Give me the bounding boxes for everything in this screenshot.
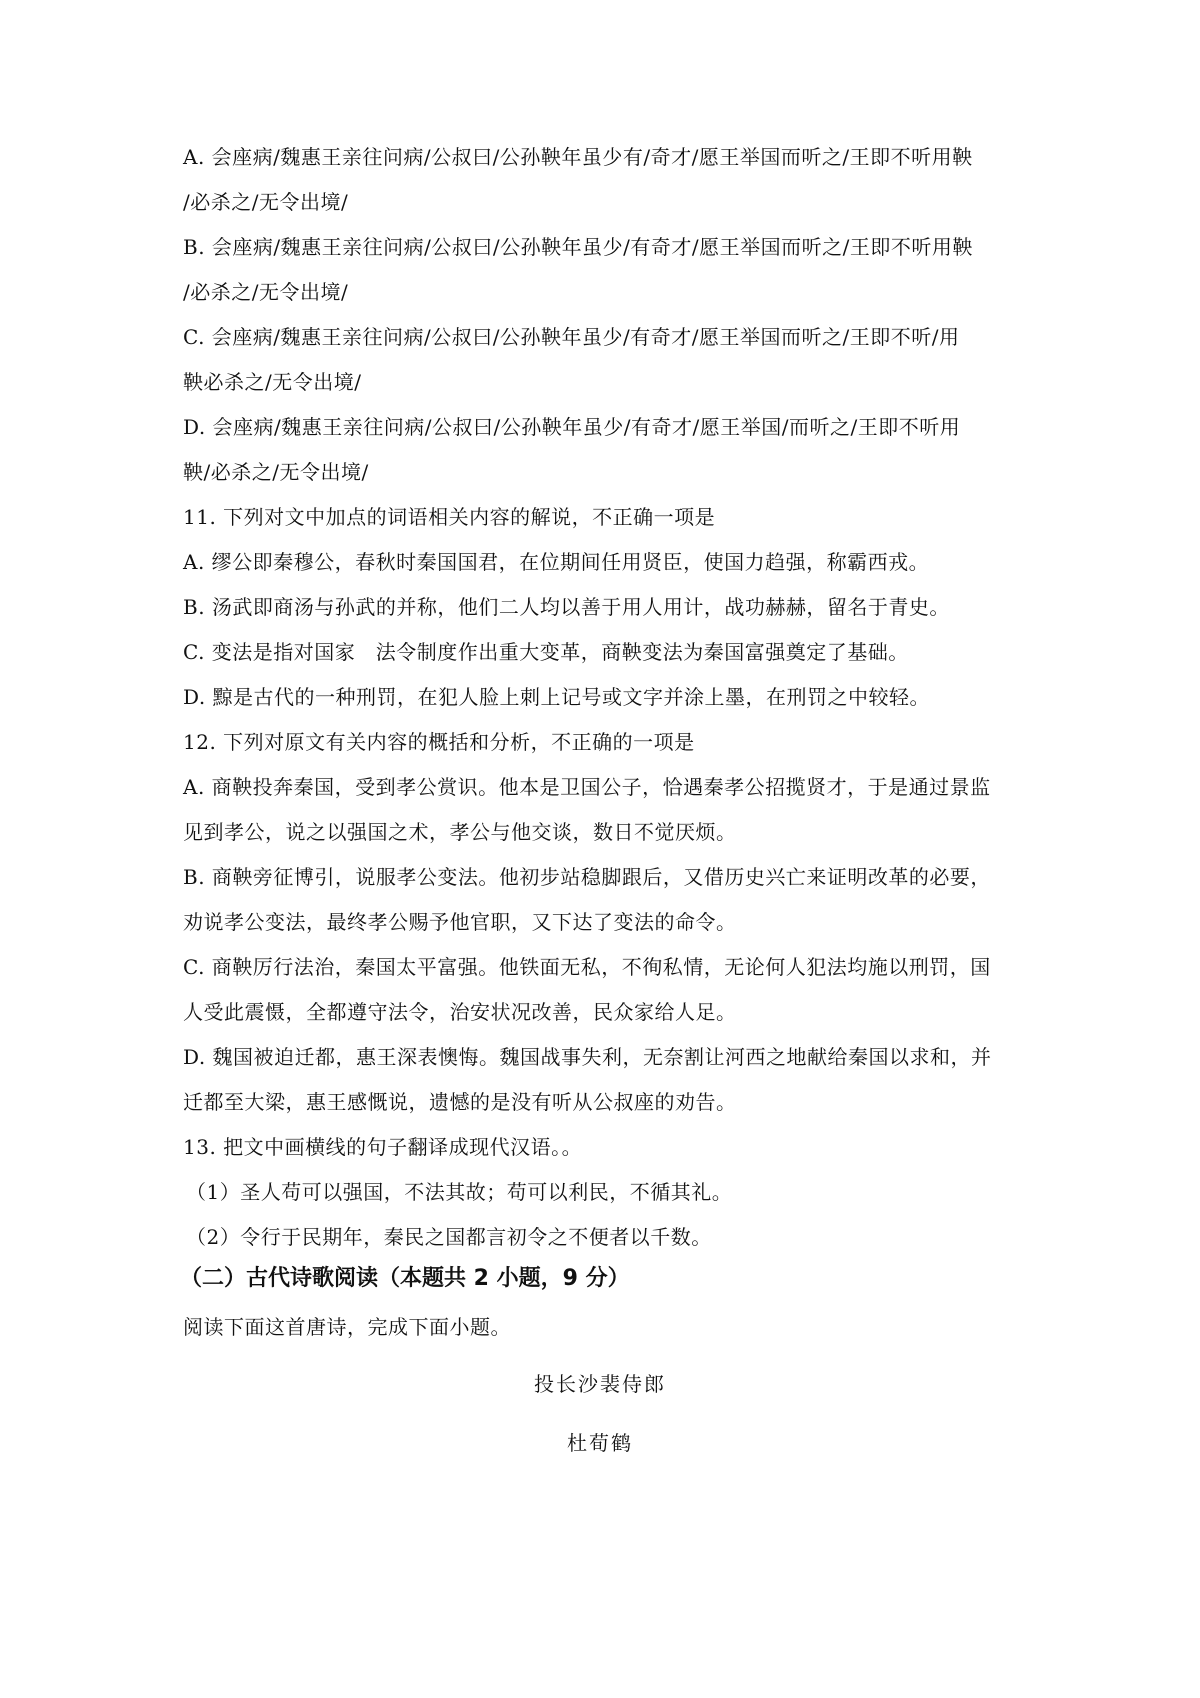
q10-option-a-line1: A. 会座病/魏惠王亲往问病/公叔曰/公孙鞅年虽少有/奇才/愿王举国而听之/王即不听用鞅 [183,145,973,169]
section-heading: （二）古代诗歌阅读（本题共 2 小题，9 分） [180,1266,630,1291]
q12-option-a-line1: A. 商鞅投奔秦国，受到孝公赏识。他本是卫国公子，恰遇秦孝公招揽贤才，于是通过景监 [183,775,991,799]
q12-option-a-line2: 见到孝公，说之以强国之术，孝公与他交谈，数日不觉厌烦。 [183,820,737,844]
q13-stem: 13. 把文中画横线的句子翻译成现代汉语。。 [183,1135,583,1159]
q11-option-d: D. 黥是古代的一种刑罚，在犯人脸上刺上记号或文字并涂上墨，在刑罚之中较轻。 [183,685,931,709]
q12-option-b-line2: 劝说孝公变法，最终孝公赐予他官职，又下达了变法的命令。 [183,910,737,934]
q12-option-c-line2: 人受此震慑，全都遵守法令，治安状况改善，民众家给人足。 [183,1000,737,1024]
q10-option-b-line2: /必杀之/无令出境/ [183,280,349,304]
q10-option-c-line2: 鞅必杀之/无令出境/ [183,370,362,394]
q13-item-1: （1）圣人苟可以强国，不法其故；苟可以利民，不循其礼。 [186,1180,733,1204]
q11-option-a: A. 缪公即秦穆公，春秋时秦国国君，在位期间任用贤臣，使国力趋强，称霸西戎。 [183,550,930,574]
q10-option-d-line2: 鞅/必杀之/无令出境/ [183,460,369,484]
q11-option-c: C. 变法是指对国家 法令制度作出重大变革，商鞅变法为秦国富强奠定了基础。 [183,640,909,664]
q13-item-2: （2）令行于民期年，秦民之国都言初令之不便者以千数。 [186,1225,712,1249]
q12-option-c-line1: C. 商鞅厉行法治，秦国太平富强。他铁面无私，不徇私情，无论何人犯法均施以刑罚，国 [183,955,991,979]
q12-option-d-line1: D. 魏国被迫迁都，惠王深表懊悔。魏国战事失利，无奈割让河西之地献给秦国以求和，并 [183,1045,992,1069]
q12-option-b-line1: B. 商鞅旁征博引，说服孝公变法。他初步站稳脚跟后，又借历史兴亡来证明改革的必要， [183,865,991,889]
q10-option-c-line1: C. 会座病/魏惠王亲往问病/公叔曰/公孙鞅年虽少/有奇才/愿王举国而听之/王即不听/用 [183,325,960,349]
q10-option-d-line1: D. 会座病/魏惠王亲往问病/公叔曰/公孙鞅年虽少/有奇才/愿王举国/而听之/王即不听用 [183,415,961,439]
q12-stem: 12. 下列对原文有关内容的概括和分析，不正确的一项是 [183,730,695,754]
q10-option-b-line1: B. 会座病/魏惠王亲往问病/公叔曰/公孙鞅年虽少/有奇才/愿王举国而听之/王即不听用鞅 [183,235,973,259]
section-intro: 阅读下面这首唐诗，完成下面小题。 [183,1315,511,1339]
poem-author: 杜荀鹤 [567,1431,633,1455]
q11-stem: 11. 下列对文中加点的词语相关内容的解说，不正确一项是 [183,505,716,529]
q12-option-d-line2: 迁都至大梁，惠王感慨说，遗憾的是没有听从公叔座的劝告。 [183,1090,737,1114]
q11-option-b: B. 汤武即商汤与孙武的并称，他们二人均以善于用人用计，战功赫赫，留名于青史。 [183,595,950,619]
q10-option-a-line2: /必杀之/无令出境/ [183,190,349,214]
poem-title: 投长沙裴侍郎 [534,1372,666,1396]
